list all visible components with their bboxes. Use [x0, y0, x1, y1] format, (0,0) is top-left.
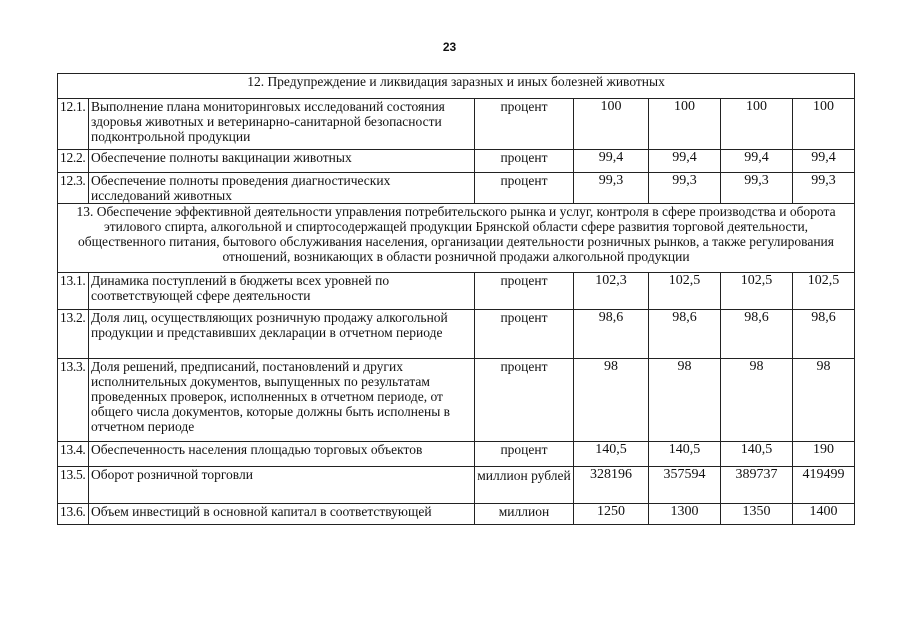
- indicator-name: Обеспечение полноты вакцинации животных: [89, 150, 475, 173]
- value-cell: 100: [793, 99, 855, 150]
- value-cell: 1400: [793, 504, 855, 525]
- page-number: 23: [442, 40, 457, 54]
- unit-cell: миллион: [475, 504, 574, 525]
- value-cell: 99,4: [793, 150, 855, 173]
- table-row: [58, 150, 855, 173]
- value-cell: 98,6: [793, 310, 855, 359]
- row-number: 12.2.: [58, 150, 89, 173]
- value-cell: 102,5: [649, 273, 721, 310]
- value-cell: 1350: [721, 504, 793, 525]
- unit-cell: процент: [475, 99, 574, 150]
- unit-cell: процент: [475, 273, 574, 310]
- unit-cell: процент: [475, 442, 574, 467]
- value-cell: 102,5: [721, 273, 793, 310]
- value-cell: 102,3: [574, 273, 649, 310]
- value-cell: 389737: [721, 467, 793, 504]
- row-number: 13.6.: [58, 504, 89, 525]
- value-cell: 99,3: [574, 173, 649, 204]
- indicator-name: Обеспеченность населения площадью торговых объектов: [89, 442, 475, 467]
- row-number: 13.2.: [58, 310, 89, 359]
- row-number: 13.3.: [58, 359, 89, 442]
- indicator-name: Выполнение плана мониторинговых исследований состояния здоровья животных и ветеринарно-санитарной безопасности подконтрольной продукции: [89, 99, 475, 150]
- section-header-row: [58, 204, 855, 273]
- value-cell: 98,6: [574, 310, 649, 359]
- value-cell: 99,4: [721, 150, 793, 173]
- value-cell: 328196: [574, 467, 649, 504]
- value-cell: 140,5: [574, 442, 649, 467]
- value-cell: 99,3: [649, 173, 721, 204]
- table-row: [58, 310, 855, 359]
- unit-cell: процент: [475, 173, 574, 204]
- section-title: 12. Предупреждение и ликвидация заразных и иных болезней животных: [58, 74, 855, 99]
- unit-cell: процент: [475, 150, 574, 173]
- indicator-name: Доля решений, предписаний, постановлений и других исполнительных документов, выпущенных по результатам проведенных проверок, исполненных в отчетном периоде, от общего числа документов, которые должны быть исполнены в отчетном периоде: [89, 359, 475, 442]
- table-row: [58, 442, 855, 467]
- value-cell: 98: [721, 359, 793, 442]
- unit-cell: процент: [475, 359, 574, 442]
- value-cell: 190: [793, 442, 855, 467]
- table-row: [58, 99, 855, 150]
- section-title: 13. Обеспечение эффективной деятельности управления потребительского рынка и услуг, контроля в сфере производства и оборота этилового спирта, алкогольной и спиртосодержащей продукции Брянской области сфере развития торговой деятельности, общественного питания, бытового обслуживания населения, организации деятельности розничных рынков, а также регулирования отношений, возникающих в области розничной продажи алкогольной продукции: [58, 204, 855, 273]
- value-cell: 419499: [793, 467, 855, 504]
- row-number: 12.1.: [58, 99, 89, 150]
- value-cell: 98,6: [721, 310, 793, 359]
- value-cell: 99,4: [574, 150, 649, 173]
- table-row: [58, 173, 855, 204]
- value-cell: 98: [649, 359, 721, 442]
- value-cell: 140,5: [649, 442, 721, 467]
- value-cell: 99,4: [649, 150, 721, 173]
- table-row: [58, 273, 855, 310]
- indicator-name: Доля лиц, осуществляющих розничную продажу алкогольной продукции и представивших декларации в отчетном периоде: [89, 310, 475, 359]
- value-cell: 100: [574, 99, 649, 150]
- indicator-name: Обеспечение полноты проведения диагностических исследований животных: [89, 173, 475, 204]
- indicators-table: [57, 73, 855, 525]
- value-cell: 98,6: [649, 310, 721, 359]
- value-cell: 100: [649, 99, 721, 150]
- table-row: [58, 359, 855, 442]
- unit-cell: миллион рублей: [475, 467, 574, 504]
- table-row: [58, 504, 855, 525]
- value-cell: 100: [721, 99, 793, 150]
- row-number: 13.1.: [58, 273, 89, 310]
- value-cell: 99,3: [793, 173, 855, 204]
- value-cell: 1250: [574, 504, 649, 525]
- indicator-name: Динамика поступлений в бюджеты всех уровней по соответствующей сфере деятельности: [89, 273, 475, 310]
- unit-cell: процент: [475, 310, 574, 359]
- row-number: 13.5.: [58, 467, 89, 504]
- indicator-name: Оборот розничной торговли: [89, 467, 475, 504]
- value-cell: 98: [574, 359, 649, 442]
- row-number: 13.4.: [58, 442, 89, 467]
- table-row: [58, 467, 855, 504]
- value-cell: 102,5: [793, 273, 855, 310]
- section-header-row: [58, 74, 855, 99]
- value-cell: 98: [793, 359, 855, 442]
- value-cell: 99,3: [721, 173, 793, 204]
- indicator-name: Объем инвестиций в основной капитал в соответствующей: [89, 504, 475, 525]
- value-cell: 357594: [649, 467, 721, 504]
- value-cell: 1300: [649, 504, 721, 525]
- row-number: 12.3.: [58, 173, 89, 204]
- value-cell: 140,5: [721, 442, 793, 467]
